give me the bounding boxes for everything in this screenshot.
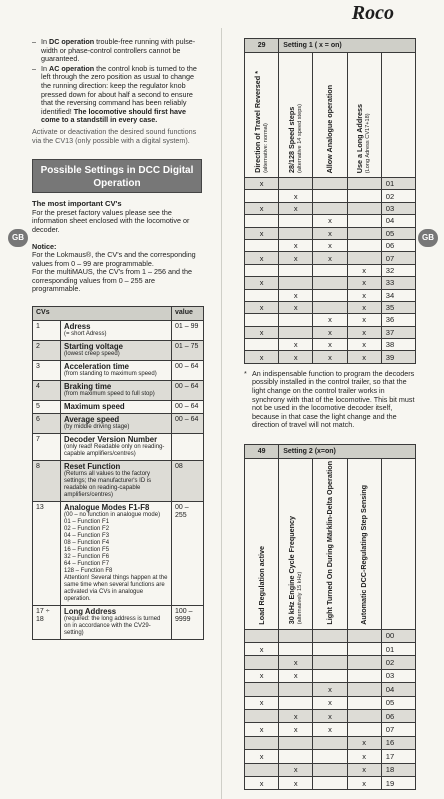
flag-cell: x bbox=[279, 289, 313, 301]
cv-subtext: (00 – no function in analogue mode) bbox=[64, 512, 161, 519]
matrix-title-row bbox=[245, 39, 416, 53]
cv-description bbox=[61, 401, 172, 414]
flag-cell: x bbox=[245, 227, 279, 239]
flag-cell: x bbox=[313, 215, 347, 227]
cv-description bbox=[61, 502, 172, 606]
matrix-column-header bbox=[279, 459, 313, 630]
flag-cell bbox=[279, 314, 313, 326]
value-header: value bbox=[172, 307, 204, 321]
flag-cell bbox=[245, 683, 279, 696]
cv-value: 00 – 64 bbox=[172, 381, 204, 401]
left-column bbox=[32, 38, 204, 640]
row-value: 18 bbox=[381, 763, 415, 776]
flag-cell: x bbox=[313, 326, 347, 338]
matrix-row bbox=[245, 709, 416, 722]
flag-cell bbox=[347, 252, 381, 264]
flag-cell: x bbox=[347, 351, 381, 363]
row-value: 17 bbox=[381, 750, 415, 763]
matrix-column-header bbox=[347, 53, 381, 178]
flag-cell: x bbox=[313, 351, 347, 363]
row-value: 03 bbox=[381, 669, 415, 682]
row-value: 07 bbox=[381, 723, 415, 736]
cv-name: Long Address bbox=[64, 607, 117, 617]
flag-cell bbox=[279, 326, 313, 338]
matrix-row bbox=[245, 239, 416, 251]
flag-cell bbox=[245, 264, 279, 276]
column-divider bbox=[221, 28, 222, 799]
matrix-row bbox=[245, 227, 416, 239]
row-value: 05 bbox=[381, 696, 415, 709]
flag-cell: x bbox=[279, 252, 313, 264]
flag-cell: x bbox=[245, 723, 279, 736]
cv-subtext: (required: the long address is turned on in accordance with the CV29-setting) bbox=[64, 616, 161, 637]
flag-cell bbox=[347, 215, 381, 227]
cv-name: Starting voltage bbox=[64, 342, 123, 352]
cv-number: 4 bbox=[33, 381, 61, 401]
matrix-row bbox=[245, 314, 416, 326]
cvs-header: CVs bbox=[33, 307, 172, 321]
flag-cell bbox=[245, 289, 279, 301]
cv-table bbox=[32, 306, 204, 640]
column-sublabel: (alternative 14 speed steps) bbox=[296, 103, 303, 173]
matrix-row bbox=[245, 643, 416, 656]
flag-cell: x bbox=[279, 763, 313, 776]
column-label bbox=[288, 104, 304, 173]
flag-cell bbox=[245, 339, 279, 351]
flag-cell: x bbox=[279, 776, 313, 789]
cv-row bbox=[33, 502, 204, 606]
cv-value: 00 – 64 bbox=[172, 401, 204, 414]
cv-function-item: 08 – Function F4 bbox=[64, 540, 110, 547]
flag-cell: x bbox=[245, 776, 279, 789]
cv-value: 00 – 64 bbox=[172, 414, 204, 434]
column-sublabel: (alternatively 15 kHz) bbox=[296, 572, 303, 625]
cv-subtext: (Returns all values to the factory settings; the manufacturer's ID is readable on reading-capable amplifiers/centres) bbox=[64, 471, 152, 499]
cv-function-item: 01 – Function F1 bbox=[64, 519, 110, 526]
cv-subtext: (only read! Readable only on reading-capable amplifiers/centres) bbox=[64, 444, 165, 458]
flag-cell: x bbox=[279, 301, 313, 313]
cv-description bbox=[61, 434, 172, 461]
flag-cell bbox=[347, 190, 381, 202]
row-value: 38 bbox=[381, 339, 415, 351]
matrix-row bbox=[245, 696, 416, 709]
matrix-row bbox=[245, 763, 416, 776]
matrix-row bbox=[245, 202, 416, 214]
flag-cell bbox=[313, 178, 347, 190]
flag-cell bbox=[313, 750, 347, 763]
flag-cell: x bbox=[245, 351, 279, 363]
column-label-text: Allow Analogue operation bbox=[324, 84, 334, 173]
flag-cell: x bbox=[347, 750, 381, 763]
cv-number: 2 bbox=[33, 341, 61, 361]
cv-number: 5 bbox=[33, 401, 61, 414]
cv-row bbox=[33, 321, 204, 341]
matrix-row bbox=[245, 776, 416, 789]
row-value: 33 bbox=[381, 277, 415, 289]
cv-value bbox=[172, 434, 204, 461]
flag-cell bbox=[347, 723, 381, 736]
flag-cell: x bbox=[347, 776, 381, 789]
cv-function-item: 128 – Function F8 bbox=[64, 568, 113, 575]
cv-function-item: 16 – Function F5 bbox=[64, 547, 110, 554]
matrix-title: Setting 1 ( x = on) bbox=[279, 39, 416, 53]
flag-cell: x bbox=[279, 709, 313, 722]
cv-row bbox=[33, 361, 204, 381]
dcc-settings-banner: Possible Settings in DCC Digital Operation bbox=[32, 159, 202, 193]
flag-cell bbox=[279, 696, 313, 709]
cv-number: 7 bbox=[33, 434, 61, 461]
row-value: 19 bbox=[381, 776, 415, 789]
gb-badge-left: GB bbox=[8, 229, 28, 247]
cv-subtext: (by middle driving stage) bbox=[64, 424, 130, 431]
notice-heading: Notice: bbox=[32, 241, 57, 251]
flag-cell: x bbox=[347, 301, 381, 313]
flag-cell bbox=[347, 178, 381, 190]
flag-cell bbox=[245, 763, 279, 776]
cv-attention: Attention! Several things happen at the same time when several functions are activated via CVs in analogue operation. bbox=[64, 575, 168, 603]
cv-heading: The most important CV's bbox=[32, 199, 122, 209]
flag-cell: x bbox=[245, 696, 279, 709]
column-label bbox=[356, 104, 372, 173]
flag-cell bbox=[313, 277, 347, 289]
cv-name: Maximum speed bbox=[64, 402, 125, 412]
flag-cell: x bbox=[313, 683, 347, 696]
flag-cell bbox=[245, 709, 279, 722]
footnote: * An indispensable function to program the decoders possibly installed in the control trailer, so that the light change on the control trailer works in synchrony with that of the locomotive. This bit must not be used in the locomotive decoder itself, because in that case the light change and the direction of travel will not match. bbox=[244, 370, 416, 430]
flag-cell bbox=[347, 643, 381, 656]
cv-subtext: (from standing to maximum speed) bbox=[64, 371, 157, 378]
dc-operation-bullet: – In DC operation trouble-free running with pulse-width or phase-control controllers cannot be guaranteed. bbox=[32, 38, 204, 64]
flag-cell bbox=[245, 190, 279, 202]
row-value: 00 bbox=[381, 629, 415, 642]
flag-cell: x bbox=[279, 351, 313, 363]
matrix-row bbox=[245, 723, 416, 736]
row-value: 36 bbox=[381, 314, 415, 326]
flag-cell: x bbox=[279, 723, 313, 736]
flag-cell bbox=[279, 750, 313, 763]
flag-cell: x bbox=[245, 301, 279, 313]
flag-cell bbox=[313, 763, 347, 776]
row-value: 02 bbox=[381, 190, 415, 202]
flag-cell: x bbox=[245, 750, 279, 763]
matrix-cv-number: 29 bbox=[245, 39, 279, 53]
flag-cell bbox=[347, 656, 381, 669]
flag-cell bbox=[279, 683, 313, 696]
flag-cell bbox=[313, 669, 347, 682]
cv-value: 01 – 99 bbox=[172, 321, 204, 341]
column-sublabel: (alternative: normal) bbox=[262, 123, 269, 173]
flag-cell: x bbox=[313, 723, 347, 736]
cv-row bbox=[33, 414, 204, 434]
cv-function-item: 32 – Function F6 bbox=[64, 554, 110, 561]
column-label bbox=[326, 461, 334, 625]
cv-row bbox=[33, 401, 204, 414]
notice-lokmaus: For the Lokmaus®, the CV's and the corresponding values from 0 – 99 are programmable. bbox=[32, 250, 196, 268]
matrix-row bbox=[245, 339, 416, 351]
matrix-row bbox=[245, 215, 416, 227]
flag-cell: x bbox=[245, 202, 279, 214]
cv-name: Reset Function bbox=[64, 462, 121, 472]
cv-description bbox=[61, 606, 172, 640]
flag-cell bbox=[313, 264, 347, 276]
flag-cell bbox=[347, 669, 381, 682]
cv-number: 8 bbox=[33, 461, 61, 502]
right-column bbox=[244, 38, 416, 790]
row-value: 37 bbox=[381, 326, 415, 338]
flag-cell bbox=[313, 190, 347, 202]
notice-multimaus: For the multiMAUS, the CV's from 1 – 256 and the corresponding values from 0 – 255 are programmable. bbox=[32, 267, 192, 294]
matrix-row bbox=[245, 190, 416, 202]
cv-row bbox=[33, 606, 204, 640]
flag-cell bbox=[347, 202, 381, 214]
column-label bbox=[326, 85, 334, 173]
cv-number: 13 bbox=[33, 502, 61, 606]
flag-cell: x bbox=[313, 252, 347, 264]
cv-value: 01 – 75 bbox=[172, 341, 204, 361]
cv-name: Acceleration time bbox=[64, 362, 129, 372]
ac-operation-bullet: – In AC operation the control knob is turned to the left through the zero position as usual to change the running direction: keep the regulator knob pressed down for about half a second to ensure that the reversing command has been reliably identified! The locomotive should first have come to a standstill in every case. bbox=[32, 65, 204, 125]
matrix-row bbox=[245, 669, 416, 682]
cv-function-item: 64 – Function F7 bbox=[64, 561, 110, 568]
matrix-row bbox=[245, 326, 416, 338]
cv-value: 100 – 9999 bbox=[172, 606, 204, 640]
flag-cell bbox=[245, 656, 279, 669]
column-label-text: Use a Long Address bbox=[355, 103, 365, 173]
flag-cell: x bbox=[245, 277, 279, 289]
flag-cell bbox=[279, 227, 313, 239]
matrix-row bbox=[245, 750, 416, 763]
cv-function-item: 02 – Function F2 bbox=[64, 526, 110, 533]
flag-cell bbox=[347, 709, 381, 722]
flag-cell: x bbox=[279, 202, 313, 214]
cv-subtext: (lowest creep speed) bbox=[64, 351, 120, 358]
cv-value: 00 – 255 bbox=[172, 502, 204, 606]
cv-text: For the preset factory values please see the information sheet enclosed with the locomotive or decoder. bbox=[32, 207, 190, 234]
flag-cell: x bbox=[313, 227, 347, 239]
flag-cell: x bbox=[347, 763, 381, 776]
flag-cell: x bbox=[245, 252, 279, 264]
row-value: 35 bbox=[381, 301, 415, 313]
cv-row bbox=[33, 461, 204, 502]
matrix-row bbox=[245, 629, 416, 642]
flag-cell: x bbox=[245, 178, 279, 190]
value-column-header bbox=[381, 53, 415, 178]
matrix-row bbox=[245, 656, 416, 669]
cv-function-item: 04 – Function F3 bbox=[64, 533, 110, 540]
flag-cell: x bbox=[313, 696, 347, 709]
row-value: 01 bbox=[381, 178, 415, 190]
flag-cell: x bbox=[313, 314, 347, 326]
row-value: 06 bbox=[381, 709, 415, 722]
flag-cell bbox=[313, 643, 347, 656]
matrix-row bbox=[245, 351, 416, 363]
flag-cell bbox=[313, 736, 347, 749]
cv-name: Decoder Version Number bbox=[64, 435, 158, 445]
matrix-header-row bbox=[245, 53, 416, 178]
flag-cell bbox=[347, 227, 381, 239]
row-value: 01 bbox=[381, 643, 415, 656]
matrix-title-row bbox=[245, 445, 416, 459]
flag-cell bbox=[347, 696, 381, 709]
matrix-cv-number: 49 bbox=[245, 445, 279, 459]
flag-cell bbox=[313, 289, 347, 301]
cv-description bbox=[61, 341, 172, 361]
flag-cell bbox=[313, 202, 347, 214]
matrix-row bbox=[245, 264, 416, 276]
row-value: 34 bbox=[381, 289, 415, 301]
column-label bbox=[258, 546, 266, 625]
flag-cell bbox=[279, 264, 313, 276]
flag-cell bbox=[245, 314, 279, 326]
column-label-text: 30 kHz Engine Cycle Frequency bbox=[286, 516, 296, 625]
cv-subtext: (= short Adress) bbox=[64, 331, 107, 338]
flag-cell bbox=[279, 643, 313, 656]
row-value: 03 bbox=[381, 202, 415, 214]
flag-cell bbox=[313, 629, 347, 642]
flag-cell: x bbox=[245, 669, 279, 682]
row-value: 02 bbox=[381, 656, 415, 669]
column-label-text: Load Regulation active bbox=[256, 545, 266, 625]
flag-cell: x bbox=[347, 264, 381, 276]
cv-table-header bbox=[33, 307, 204, 321]
value-column-header bbox=[381, 459, 415, 630]
flag-cell: x bbox=[245, 643, 279, 656]
matrix-row bbox=[245, 252, 416, 264]
matrix-column-header bbox=[245, 459, 279, 630]
row-value: 07 bbox=[381, 252, 415, 264]
roco-logo: Roco bbox=[351, 2, 394, 24]
column-label-text: Automatic DCC-Regulating Step Sensing bbox=[359, 484, 369, 625]
flag-cell: x bbox=[347, 736, 381, 749]
matrix-column-header bbox=[313, 53, 347, 178]
row-value: 05 bbox=[381, 227, 415, 239]
gb-badge-right: GB bbox=[418, 229, 438, 247]
cv-name: Analogue Modes F1-F8 bbox=[64, 503, 150, 513]
setting2-table bbox=[244, 444, 416, 790]
column-label bbox=[360, 485, 368, 625]
flag-cell bbox=[313, 301, 347, 313]
setting1-table bbox=[244, 38, 416, 364]
flag-cell bbox=[347, 683, 381, 696]
cv-value: 08 bbox=[172, 461, 204, 502]
flag-cell bbox=[313, 776, 347, 789]
matrix-row bbox=[245, 301, 416, 313]
flag-cell bbox=[347, 239, 381, 251]
flag-cell: x bbox=[347, 289, 381, 301]
flag-cell: x bbox=[245, 326, 279, 338]
cv-name: Average speed bbox=[64, 415, 120, 425]
flag-cell: x bbox=[347, 326, 381, 338]
cv-name: Braking time bbox=[64, 382, 112, 392]
flag-cell bbox=[279, 215, 313, 227]
flag-cell bbox=[245, 629, 279, 642]
flag-cell bbox=[245, 736, 279, 749]
flag-cell: x bbox=[279, 190, 313, 202]
cv-description bbox=[61, 321, 172, 341]
cv-subtext: (from maximum speed to full stop) bbox=[64, 391, 155, 398]
cv-description bbox=[61, 361, 172, 381]
cv-row bbox=[33, 434, 204, 461]
flag-cell bbox=[313, 656, 347, 669]
matrix-title: Setting 2 (x=on) bbox=[279, 445, 416, 459]
row-value: 39 bbox=[381, 351, 415, 363]
cv-row bbox=[33, 381, 204, 401]
row-value: 32 bbox=[381, 264, 415, 276]
matrix-column-header bbox=[245, 53, 279, 178]
page-header bbox=[0, 0, 444, 28]
flag-cell: x bbox=[279, 339, 313, 351]
matrix-column-header bbox=[313, 459, 347, 630]
cv-description bbox=[61, 461, 172, 502]
matrix-row bbox=[245, 289, 416, 301]
cv-description bbox=[61, 414, 172, 434]
flag-cell bbox=[245, 215, 279, 227]
row-value: 04 bbox=[381, 683, 415, 696]
row-value: 16 bbox=[381, 736, 415, 749]
cv-name: Adress bbox=[64, 322, 91, 332]
cv-number: 3 bbox=[33, 361, 61, 381]
cv-number: 6 bbox=[33, 414, 61, 434]
column-label bbox=[288, 516, 304, 624]
flag-cell: x bbox=[279, 656, 313, 669]
matrix-row bbox=[245, 178, 416, 190]
column-label-text: Direction of Travel Reversed * bbox=[252, 71, 262, 173]
flag-cell bbox=[245, 239, 279, 251]
cv-number: 1 bbox=[33, 321, 61, 341]
flag-cell: x bbox=[279, 239, 313, 251]
flag-cell: x bbox=[347, 314, 381, 326]
column-label-text: 28/128 Speed steps bbox=[286, 106, 296, 173]
sound-activation-note: Activate or deactivation the desired sound functions via the CV13 (only possible with a digital system). bbox=[32, 126, 197, 145]
row-value: 04 bbox=[381, 215, 415, 227]
flag-cell: x bbox=[313, 339, 347, 351]
flag-cell bbox=[279, 277, 313, 289]
flag-cell bbox=[347, 629, 381, 642]
column-sublabel: (Long Adress CV17+18) bbox=[365, 113, 372, 173]
flag-cell bbox=[279, 629, 313, 642]
column-label bbox=[254, 71, 270, 173]
flag-cell: x bbox=[279, 669, 313, 682]
cv-row bbox=[33, 341, 204, 361]
flag-cell: x bbox=[313, 239, 347, 251]
matrix-column-header bbox=[279, 53, 313, 178]
column-label-text: Light Turned On During Märklin-Delta Operation bbox=[324, 461, 334, 625]
matrix-row bbox=[245, 277, 416, 289]
matrix-header-row bbox=[245, 459, 416, 630]
matrix-row bbox=[245, 736, 416, 749]
matrix-row bbox=[245, 683, 416, 696]
flag-cell: x bbox=[347, 277, 381, 289]
matrix-column-header bbox=[347, 459, 381, 630]
flag-cell bbox=[279, 178, 313, 190]
flag-cell: x bbox=[347, 339, 381, 351]
cv-number: 17 ÷ 18 bbox=[33, 606, 61, 640]
flag-cell: x bbox=[313, 709, 347, 722]
row-value: 06 bbox=[381, 239, 415, 251]
cv-description bbox=[61, 381, 172, 401]
cv-value: 00 – 64 bbox=[172, 361, 204, 381]
flag-cell bbox=[279, 736, 313, 749]
